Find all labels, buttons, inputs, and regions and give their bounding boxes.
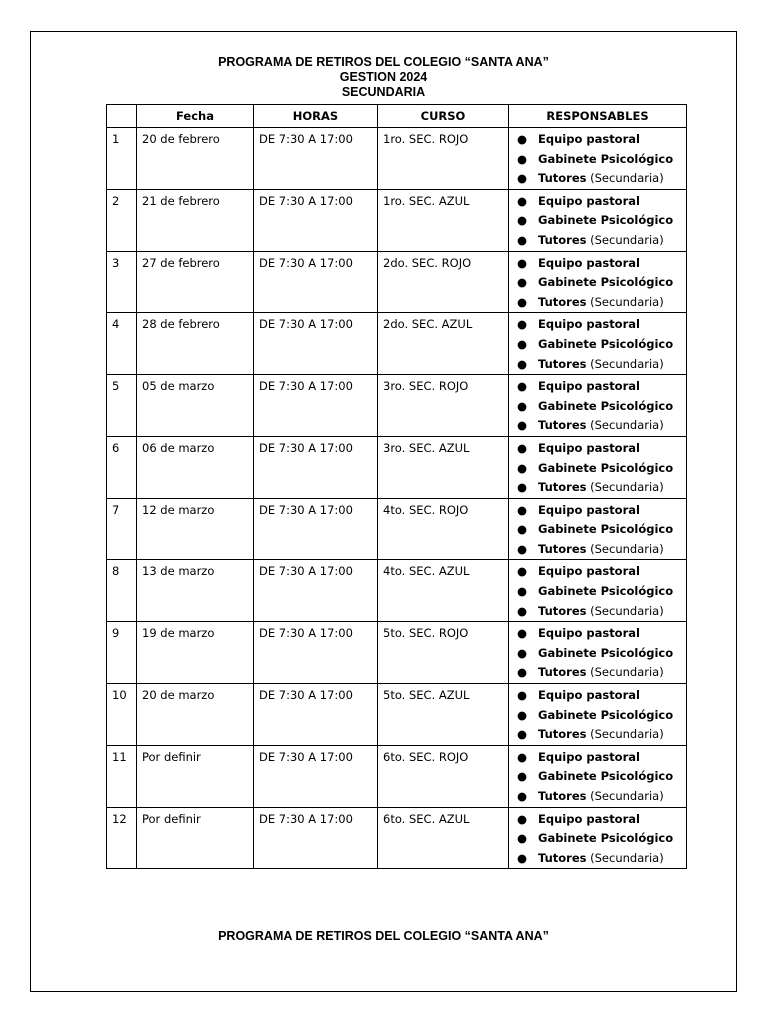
- responsables-list: [514, 315, 684, 374]
- list-item: [514, 810, 684, 830]
- bullet-icon: ●: [517, 193, 528, 208]
- list-item: [514, 829, 684, 849]
- list-item: [514, 706, 684, 726]
- list-item: [514, 540, 684, 560]
- bullet-icon: ●: [517, 850, 528, 865]
- table-row: [107, 189, 687, 251]
- responsable-tutores: Tutores: [538, 356, 587, 371]
- responsable-equipo-pastoral: Equipo pastoral: [538, 502, 640, 517]
- responsable-tutores: Tutores: [538, 171, 587, 186]
- list-item: [514, 644, 684, 664]
- fecha-cell: 27 de febrero: [137, 251, 254, 313]
- responsable-gabinete-psicologico: Gabinete Psicológico: [538, 645, 674, 660]
- responsable-equipo-pastoral: Equipo pastoral: [538, 379, 640, 394]
- curso-cell: 3ro. SEC. ROJO: [378, 375, 509, 437]
- row-number-cell: 3: [107, 251, 137, 313]
- list-item: [514, 686, 684, 706]
- bullet-icon: ●: [517, 707, 528, 722]
- responsable-equipo-pastoral: Equipo pastoral: [538, 132, 640, 146]
- responsable-gabinete-psicologico: Gabinete Psicológico: [538, 707, 674, 722]
- horas-cell: DE 7:30 A 17:00: [254, 375, 378, 437]
- responsable-equipo-pastoral: Equipo pastoral: [538, 749, 640, 764]
- list-item: [514, 582, 684, 602]
- bullet-icon: ●: [517, 398, 528, 413]
- fecha-cell: Por definir: [137, 807, 254, 869]
- responsable-equipo-pastoral: Equipo pastoral: [538, 317, 640, 332]
- responsables-cell: [509, 375, 687, 437]
- list-item: [514, 478, 684, 498]
- fecha-cell: 06 de marzo: [137, 436, 254, 498]
- row-number-cell: 12: [107, 807, 137, 869]
- row-number-cell: 4: [107, 313, 137, 375]
- list-item: [514, 273, 684, 293]
- list-item: [514, 211, 684, 231]
- document-title: PROGRAMA DE RETIROS DEL COLEGIO “SANTA ANA”: [218, 55, 549, 69]
- list-item: [514, 293, 684, 313]
- responsable-tutores-note: (Secundaria): [586, 232, 664, 247]
- row-number-cell: 2: [107, 189, 137, 251]
- list-item: [514, 459, 684, 479]
- responsable-gabinete-psicologico: Gabinete Psicológico: [538, 151, 674, 166]
- responsable-tutores-note: (Secundaria): [586, 294, 664, 309]
- responsables-cell: [509, 436, 687, 498]
- curso-cell: 2do. SEC. AZUL: [378, 313, 509, 375]
- responsable-tutores-note: (Secundaria): [586, 789, 664, 803]
- list-item: [514, 520, 684, 540]
- responsable-equipo-pastoral: Equipo pastoral: [538, 564, 640, 579]
- table-row: [107, 128, 687, 190]
- bullet-icon: ●: [517, 336, 528, 351]
- bullet-icon: ●: [517, 418, 528, 433]
- responsable-tutores: Tutores: [538, 541, 587, 556]
- column-header-number: [107, 105, 137, 128]
- responsable-gabinete-psicologico: Gabinete Psicológico: [538, 522, 674, 537]
- horas-cell: DE 7:30 A 17:00: [254, 498, 378, 560]
- curso-cell: 6to. SEC. ROJO: [378, 745, 509, 807]
- responsable-gabinete-psicologico: Gabinete Psicológico: [538, 213, 674, 228]
- column-header-responsables: RESPONSABLES: [509, 105, 687, 128]
- fecha-cell: 12 de marzo: [137, 498, 254, 560]
- bullet-icon: ●: [517, 440, 528, 455]
- fecha-cell: 20 de febrero: [137, 128, 254, 190]
- responsable-tutores: Tutores: [538, 232, 587, 247]
- list-item: [514, 439, 684, 459]
- retreat-schedule-table: [106, 104, 687, 869]
- column-header-curso: CURSO: [378, 105, 509, 128]
- table-row: [107, 436, 687, 498]
- responsable-gabinete-psicologico: Gabinete Psicológico: [538, 275, 674, 290]
- fecha-cell: 13 de marzo: [137, 560, 254, 622]
- responsable-tutores: Tutores: [538, 850, 587, 865]
- list-item: [514, 767, 684, 787]
- row-number-cell: 11: [107, 745, 137, 807]
- list-item: [514, 397, 684, 417]
- list-item: [514, 254, 684, 274]
- horas-cell: DE 7:30 A 17:00: [254, 251, 378, 313]
- responsable-equipo-pastoral: Equipo pastoral: [538, 255, 640, 270]
- row-number-cell: 1: [107, 128, 137, 190]
- bullet-icon: ●: [517, 541, 528, 556]
- responsable-tutores: Tutores: [538, 603, 587, 618]
- table-row: [107, 622, 687, 684]
- responsable-equipo-pastoral: Equipo pastoral: [538, 440, 640, 455]
- list-item: [514, 624, 684, 644]
- footer-title: PROGRAMA DE RETIROS DEL COLEGIO “SANTA ANA”: [218, 929, 549, 943]
- bullet-icon: ●: [517, 645, 528, 660]
- row-number-cell: 7: [107, 498, 137, 560]
- list-item: [514, 169, 684, 189]
- responsable-tutores-note: (Secundaria): [586, 727, 664, 742]
- fecha-cell: 28 de febrero: [137, 313, 254, 375]
- bullet-icon: ●: [517, 232, 528, 247]
- document-header: [30, 55, 737, 100]
- bullet-icon: ●: [517, 213, 528, 228]
- curso-cell: 5to. SEC. ROJO: [378, 622, 509, 684]
- list-item: [514, 725, 684, 745]
- bullet-icon: ●: [517, 522, 528, 537]
- bullet-icon: ●: [517, 789, 528, 803]
- curso-cell: 6to. SEC. AZUL: [378, 807, 509, 869]
- list-item: [514, 231, 684, 251]
- row-number-cell: 6: [107, 436, 137, 498]
- bullet-icon: ●: [517, 564, 528, 579]
- responsable-gabinete-psicologico: Gabinete Psicológico: [538, 769, 674, 784]
- horas-cell: DE 7:30 A 17:00: [254, 745, 378, 807]
- responsables-list: [514, 192, 684, 251]
- bullet-icon: ●: [517, 769, 528, 784]
- fecha-cell: 19 de marzo: [137, 622, 254, 684]
- horas-cell: DE 7:30 A 17:00: [254, 684, 378, 746]
- responsables-cell: [509, 251, 687, 313]
- table-row: [107, 251, 687, 313]
- responsable-tutores: Tutores: [538, 789, 587, 803]
- bullet-icon: ●: [517, 317, 528, 332]
- list-item: [514, 315, 684, 335]
- responsables-cell: [509, 313, 687, 375]
- curso-cell: 1ro. SEC. ROJO: [378, 128, 509, 190]
- fecha-cell: 20 de marzo: [137, 684, 254, 746]
- responsables-cell: [509, 745, 687, 807]
- responsable-tutores-note: (Secundaria): [586, 418, 664, 433]
- responsables-list: [514, 810, 684, 869]
- responsables-list: [514, 624, 684, 683]
- responsable-tutores: Tutores: [538, 480, 587, 495]
- bullet-icon: ●: [517, 584, 528, 599]
- responsable-tutores: Tutores: [538, 727, 587, 742]
- responsables-cell: [509, 498, 687, 560]
- horas-cell: DE 7:30 A 17:00: [254, 807, 378, 869]
- fecha-cell: Por definir: [137, 745, 254, 807]
- bullet-icon: ●: [517, 480, 528, 495]
- responsables-list: [514, 130, 684, 189]
- bullet-icon: ●: [517, 831, 528, 846]
- responsables-cell: [509, 684, 687, 746]
- responsable-tutores-note: (Secundaria): [586, 171, 664, 186]
- responsables-list: [514, 748, 684, 807]
- bullet-icon: ●: [517, 255, 528, 270]
- horas-cell: DE 7:30 A 17:00: [254, 128, 378, 190]
- responsables-list: [514, 686, 684, 745]
- horas-cell: DE 7:30 A 17:00: [254, 622, 378, 684]
- responsables-list: [514, 501, 684, 560]
- table-row: [107, 807, 687, 869]
- bullet-icon: ●: [517, 727, 528, 742]
- bullet-icon: ●: [517, 811, 528, 826]
- responsables-cell: [509, 128, 687, 190]
- document-level: SECUNDARIA: [341, 85, 426, 99]
- list-item: [514, 849, 684, 869]
- bullet-icon: ●: [517, 603, 528, 618]
- curso-cell: 3ro. SEC. AZUL: [378, 436, 509, 498]
- list-item: [514, 377, 684, 397]
- horas-cell: DE 7:30 A 17:00: [254, 436, 378, 498]
- responsable-equipo-pastoral: Equipo pastoral: [538, 193, 640, 208]
- curso-cell: 1ro. SEC. AZUL: [378, 189, 509, 251]
- table-row: [107, 560, 687, 622]
- responsables-list: [514, 254, 684, 313]
- responsables-cell: [509, 807, 687, 869]
- bullet-icon: ●: [517, 171, 528, 186]
- bullet-icon: ●: [517, 749, 528, 764]
- table-header-row: [107, 105, 687, 128]
- bullet-icon: ●: [517, 275, 528, 290]
- column-header-fecha: Fecha: [137, 105, 254, 128]
- bullet-icon: ●: [517, 379, 528, 394]
- row-number-cell: 9: [107, 622, 137, 684]
- table-row: [107, 684, 687, 746]
- bullet-icon: ●: [517, 665, 528, 680]
- bullet-icon: ●: [517, 294, 528, 309]
- responsable-tutores-note: (Secundaria): [586, 541, 664, 556]
- responsables-cell: [509, 560, 687, 622]
- curso-cell: 4to. SEC. AZUL: [378, 560, 509, 622]
- fecha-cell: 05 de marzo: [137, 375, 254, 437]
- curso-cell: 5to. SEC. AZUL: [378, 684, 509, 746]
- responsable-tutores: Tutores: [538, 665, 587, 680]
- responsable-gabinete-psicologico: Gabinete Psicológico: [538, 460, 674, 475]
- curso-cell: 4to. SEC. ROJO: [378, 498, 509, 560]
- list-item: [514, 416, 684, 436]
- responsables-list: [514, 377, 684, 436]
- bullet-icon: ●: [517, 502, 528, 517]
- list-item: [514, 355, 684, 375]
- bullet-icon: ●: [517, 151, 528, 166]
- responsable-gabinete-psicologico: Gabinete Psicológico: [538, 831, 674, 846]
- bullet-icon: ●: [517, 460, 528, 475]
- row-number-cell: 10: [107, 684, 137, 746]
- responsable-equipo-pastoral: Equipo pastoral: [538, 626, 640, 641]
- responsable-tutores-note: (Secundaria): [586, 480, 664, 495]
- bullet-icon: ●: [517, 688, 528, 703]
- responsable-equipo-pastoral: Equipo pastoral: [538, 811, 640, 826]
- list-item: [514, 748, 684, 768]
- table-row: [107, 745, 687, 807]
- responsable-tutores-note: (Secundaria): [586, 356, 664, 371]
- responsable-tutores-note: (Secundaria): [586, 603, 664, 618]
- list-item: [514, 602, 684, 622]
- fecha-cell: 21 de febrero: [137, 189, 254, 251]
- responsable-gabinete-psicologico: Gabinete Psicológico: [538, 398, 674, 413]
- responsables-list: [514, 439, 684, 498]
- list-item: [514, 335, 684, 355]
- list-item: [514, 501, 684, 521]
- table-row: [107, 498, 687, 560]
- horas-cell: DE 7:30 A 17:00: [254, 189, 378, 251]
- responsables-list: [514, 562, 684, 621]
- list-item: [514, 130, 684, 150]
- horas-cell: DE 7:30 A 17:00: [254, 560, 378, 622]
- list-item: [514, 562, 684, 582]
- curso-cell: 2do. SEC. ROJO: [378, 251, 509, 313]
- row-number-cell: 5: [107, 375, 137, 437]
- list-item: [514, 663, 684, 683]
- responsable-gabinete-psicologico: Gabinete Psicológico: [538, 584, 674, 599]
- column-header-horas: HORAS: [254, 105, 378, 128]
- responsables-cell: [509, 622, 687, 684]
- responsable-equipo-pastoral: Equipo pastoral: [538, 688, 640, 703]
- responsable-gabinete-psicologico: Gabinete Psicológico: [538, 336, 674, 351]
- responsable-tutores: Tutores: [538, 294, 587, 309]
- responsable-tutores-note: (Secundaria): [586, 850, 664, 865]
- list-item: [514, 150, 684, 170]
- bullet-icon: ●: [517, 132, 528, 146]
- list-item: [514, 192, 684, 212]
- table-row: [107, 375, 687, 437]
- responsables-cell: [509, 189, 687, 251]
- horas-cell: DE 7:30 A 17:00: [254, 313, 378, 375]
- list-item: [514, 787, 684, 807]
- responsable-tutores-note: (Secundaria): [586, 665, 664, 680]
- document-subtitle: GESTION 2024: [339, 70, 428, 84]
- bullet-icon: ●: [517, 626, 528, 641]
- responsable-tutores: Tutores: [538, 418, 587, 433]
- bullet-icon: ●: [517, 356, 528, 371]
- row-number-cell: 8: [107, 560, 137, 622]
- table-row: [107, 313, 687, 375]
